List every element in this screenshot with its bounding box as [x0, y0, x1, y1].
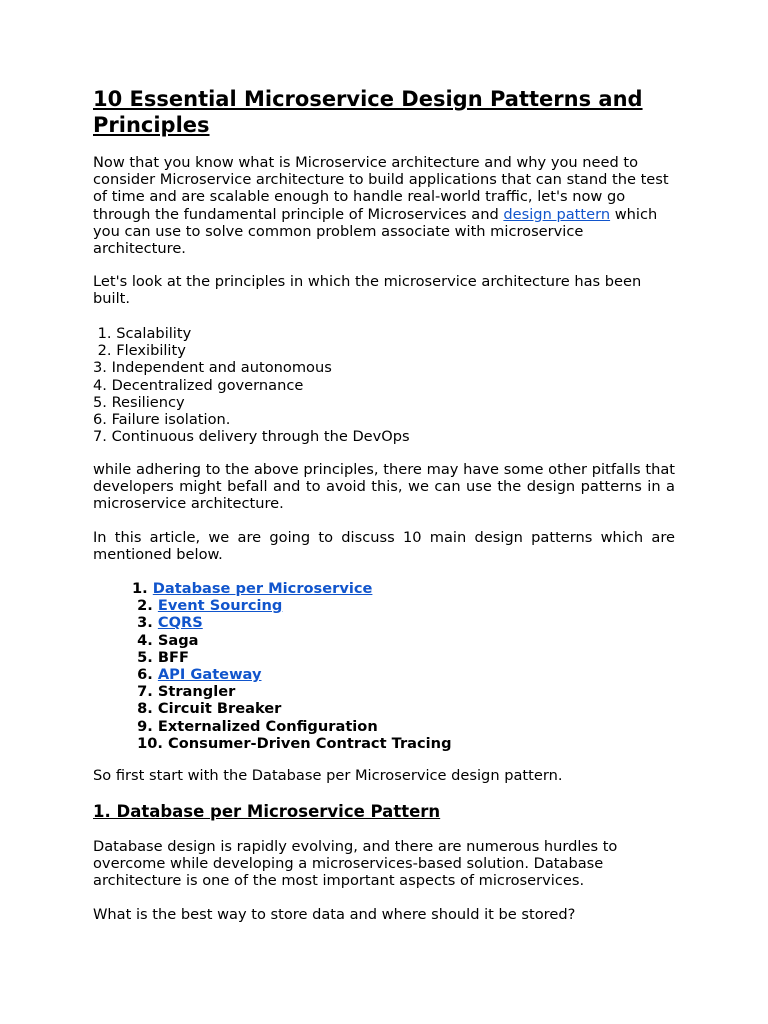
pattern-number: 1.: [132, 580, 153, 597]
section-heading: 1. Database per Microservice Pattern: [93, 802, 441, 821]
section-paragraph: Database design is rapidly evolving, and there are numerous hurdles to overcome while developing a microservices-based solution. Database architecture is one of the most important aspects of microservices.: [93, 838, 618, 890]
pattern-link-cqrs[interactable]: CQRS: [157, 614, 203, 632]
pattern-link-database-per-microservice[interactable]: Database per Microservice: [152, 580, 373, 597]
principles-list: [93, 325, 653, 445]
pattern-number: 9.: [132, 717, 158, 735]
section-question: What is the best way to store data and where should it be stored?: [93, 906, 576, 923]
intro-text: Now that you know what is Microservice architecture and why you need to consider Microservice architecture to build applications that can stand the test of time and are scalable enough to handle real-world traffic, let's now go through the fundamental principle of Microservices and: [93, 154, 669, 223]
principle-item: 7. Continuous delivery through the DevOps: [93, 428, 410, 446]
pattern-item: [132, 718, 672, 735]
pattern-item: [132, 666, 672, 683]
pattern-item: [132, 700, 672, 717]
pattern-label-externalized-configuration: Externalized Configuration: [157, 717, 378, 735]
pattern-item: [132, 614, 672, 631]
pattern-number: 6.: [132, 666, 158, 684]
pattern-number: 8.: [132, 700, 158, 718]
intro-text-end: which you can use to solve common problem associate with microservice architecture.: [93, 205, 658, 258]
intro-paragraph: [93, 154, 675, 257]
principles-intro: Let's look at the principles in which the microservice architecture has been built.: [93, 273, 642, 308]
pattern-item: [132, 632, 672, 649]
principle-item: 1. Scalability: [93, 325, 192, 342]
pattern-label-consumer-driven-contract-tracing: Consumer-Driven Contract Tracing: [168, 734, 452, 752]
pattern-number: 4.: [132, 631, 158, 649]
pattern-item: [132, 649, 672, 666]
principle-item: 5. Resiliency: [93, 393, 185, 411]
pattern-link-api-gateway[interactable]: API Gateway: [157, 666, 262, 684]
pattern-number: 3.: [132, 614, 158, 632]
design-pattern-link[interactable]: design pattern: [503, 205, 611, 223]
pattern-label-saga: Saga: [157, 631, 199, 649]
patterns-list: [132, 580, 672, 752]
pattern-label-bff: BFF: [157, 648, 189, 666]
principle-item: 3. Independent and autonomous: [93, 359, 332, 377]
pattern-number: 5.: [132, 648, 158, 666]
principle-item: 4. Decentralized governance: [93, 376, 304, 394]
pattern-item: [132, 597, 672, 614]
principle-item: 2. Flexibility: [93, 342, 186, 360]
pattern-item: [132, 735, 672, 752]
pitfalls-paragraph: while adhering to the above principles, there may have some other pitfalls that developers might befall and to avoid this, we can use the design patterns in a microservice architecture.: [93, 461, 675, 513]
pattern-number: 10.: [132, 734, 169, 752]
pattern-number: 7.: [132, 683, 158, 701]
pattern-item: [132, 683, 672, 700]
pattern-label-strangler: Strangler: [157, 683, 236, 701]
pattern-number: 2.: [132, 597, 158, 615]
pattern-label-circuit-breaker: Circuit Breaker: [157, 700, 282, 718]
pattern-link-event-sourcing[interactable]: Event Sourcing: [157, 597, 283, 615]
page-title: 10 Essential Microservice Design Patterns and Principles: [93, 87, 643, 137]
start-paragraph: So first start with the Database per Microservice design pattern.: [93, 767, 563, 784]
patterns-intro: In this article, we are going to discuss 10 main design patterns which are mentioned below.: [93, 529, 675, 564]
principle-item: 6. Failure isolation.: [93, 411, 231, 429]
pattern-item: [132, 580, 672, 597]
